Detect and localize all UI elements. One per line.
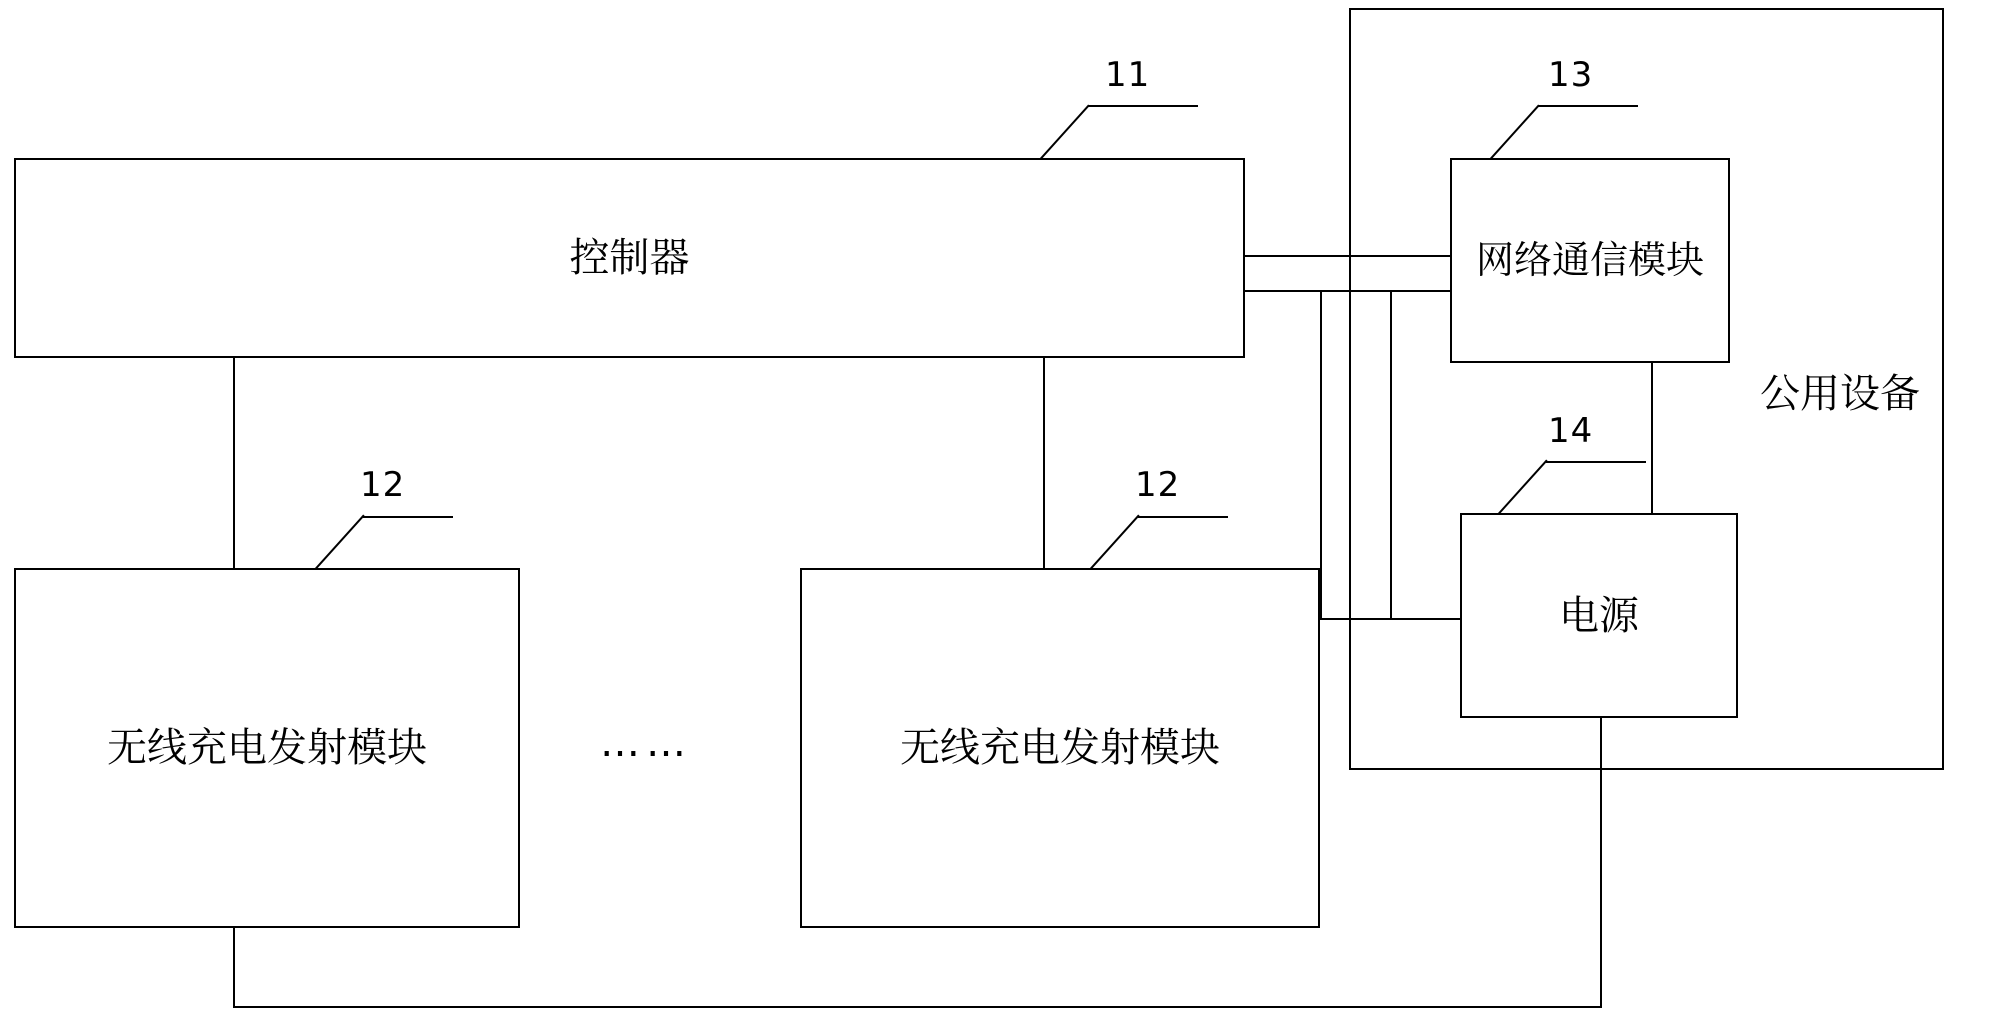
connector-network-to-power (1651, 363, 1653, 513)
connector-controller-to-right-tx (1043, 358, 1045, 568)
block-network-communication[interactable] (1450, 158, 1730, 363)
block-wireless-tx-left-label: 无线充电发射模块 (107, 725, 427, 771)
block-power-supply[interactable] (1460, 513, 1738, 718)
ref-label-13: 13 (1548, 55, 1594, 95)
block-power-supply-label: 电源 (1559, 592, 1639, 639)
leader-line-12-right-horizontal (1138, 516, 1228, 518)
ellipsis-more-modules: …… (600, 720, 692, 766)
connector-right-tx-to-power (1320, 618, 1460, 620)
block-wireless-tx-right[interactable] (800, 568, 1320, 928)
block-controller-label: 控制器 (569, 235, 690, 281)
block-wireless-tx-right-label: 无线充电发射模块 (900, 725, 1220, 771)
ref-label-11: 11 (1105, 55, 1151, 95)
ref-label-12-right: 12 (1135, 465, 1181, 505)
leader-line-13-horizontal (1538, 105, 1638, 107)
connector-bottom-return (233, 1006, 1602, 1008)
leader-line-11-horizontal (1088, 105, 1198, 107)
connector-controller-to-network-top (1245, 255, 1450, 257)
connector-right-tx-vertical-bus (1320, 290, 1322, 620)
leader-line-14-horizontal (1546, 461, 1646, 463)
label-public-equipment: 公用设备 (1760, 371, 1920, 417)
leader-line-11-diagonal (1040, 104, 1090, 159)
block-wireless-tx-left[interactable] (14, 568, 520, 928)
leader-line-12-left-diagonal (315, 514, 365, 569)
leader-line-12-right-diagonal (1090, 514, 1140, 569)
connector-controller-to-left-tx (233, 358, 235, 568)
block-controller[interactable] (14, 158, 1245, 358)
leader-line-12-left-horizontal (363, 516, 453, 518)
connector-controller-down-bus (1390, 290, 1392, 620)
connector-left-tx-down (233, 928, 235, 1008)
block-network-communication-label: 网络通信模块 (1475, 237, 1704, 282)
ref-label-14: 14 (1548, 411, 1594, 451)
connector-controller-to-network-bottom (1245, 290, 1450, 292)
ref-label-12-left: 12 (360, 465, 406, 505)
connector-power-down (1600, 718, 1602, 1008)
